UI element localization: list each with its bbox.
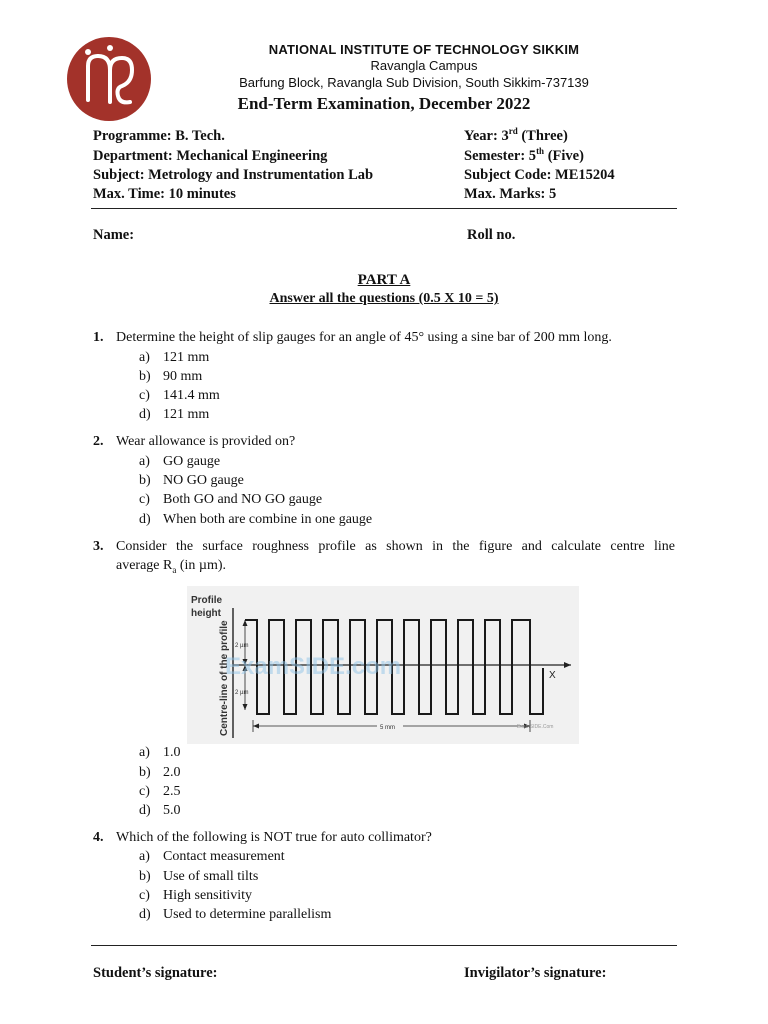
invigilator-signature-label: Invigilator’s signature: [464,965,607,981]
profile-height-label: Profile [191,595,223,606]
header-divider [91,208,677,209]
watermark-small: ExamSIDE.Com [517,724,554,730]
profile-height-label: height [191,608,221,619]
question-text: Wear allowance is provided on? [116,434,296,449]
x-axis-label: X [549,670,556,681]
institute-address: Barfung Block, Ravangla Sub Division, South Sikkim-737139 [239,75,589,90]
option: b) Use of small tilts [139,869,259,884]
option: a) 121 mm [139,350,210,365]
institute-name: NATIONAL INSTITUTE OF TECHNOLOGY SIKKIM [268,42,580,57]
subject: Subject: Metrology and Instrumentation Lab [93,167,374,183]
length-dimension-label: 5 mm [380,725,395,731]
option: a) Contact measurement [139,849,285,864]
option: d) Used to determine parallelism [139,907,332,922]
option: d) When both are combine in one gauge [139,512,373,527]
option: b) NO GO gauge [139,473,244,488]
option: c) 2.5 [139,784,181,799]
roughness-profile-figure [187,586,579,744]
max-marks: Max. Marks: 5 [464,186,557,202]
name-field-label: Name: [93,227,135,243]
option: d) 121 mm [139,407,210,422]
question-text-cont: average $R_a$ (in µm). [116,558,227,575]
question-number: 3. [93,539,104,554]
footer-divider [91,945,677,946]
question-number: 2. [93,434,104,449]
option: c) High sensitivity [139,888,253,903]
question-text: Consider the surface roughness profile as shown in the figure and calculate centre line [116,539,675,554]
department: Department: Mechanical Engineering [93,148,328,164]
option: a) GO gauge [139,454,221,469]
subject-code: Subject Code: ME15204 [464,167,615,183]
question-text: Determine the height of slip gauges for an angle of 45° using a sine bar of 200 mm long. [116,330,612,345]
question-text: Which of the following is NOT true for auto collimator? [116,830,432,845]
option: c) Both GO and NO GO gauge [139,492,323,507]
watermark: ExamSIDE.com [225,653,402,680]
roll-field-label: Roll no. [467,227,516,243]
semester: Semester: 5th (Five) [464,146,584,164]
exam-title: End-Term Examination, December 2022 [237,94,531,113]
max-time: Max. Time: 10 minutes [93,186,236,202]
question-number: 4. [93,830,104,845]
campus-name: Ravangla Campus [370,58,478,73]
part-title: PART A [357,272,411,288]
lower-dimension-label: 2 µm [235,690,249,696]
option: a) 1.0 [139,745,181,760]
part-instruction: Answer all the questions (0.5 X 10 = 5) [269,291,499,306]
question-number: 1. [93,330,104,345]
upper-dimension-label: 2 µm [235,643,249,649]
programme: Programme: B. Tech. [93,128,225,144]
option: c) 141.4 mm [139,388,220,403]
centre-line-label: Centre-line of the profile [219,620,230,736]
year: Year: 3rd (Three) [464,126,568,144]
option: b) 90 mm [139,369,203,384]
student-signature-label: Student’s signature: [93,965,218,981]
option: b) 2.0 [139,765,181,780]
option: d) 5.0 [139,803,181,818]
